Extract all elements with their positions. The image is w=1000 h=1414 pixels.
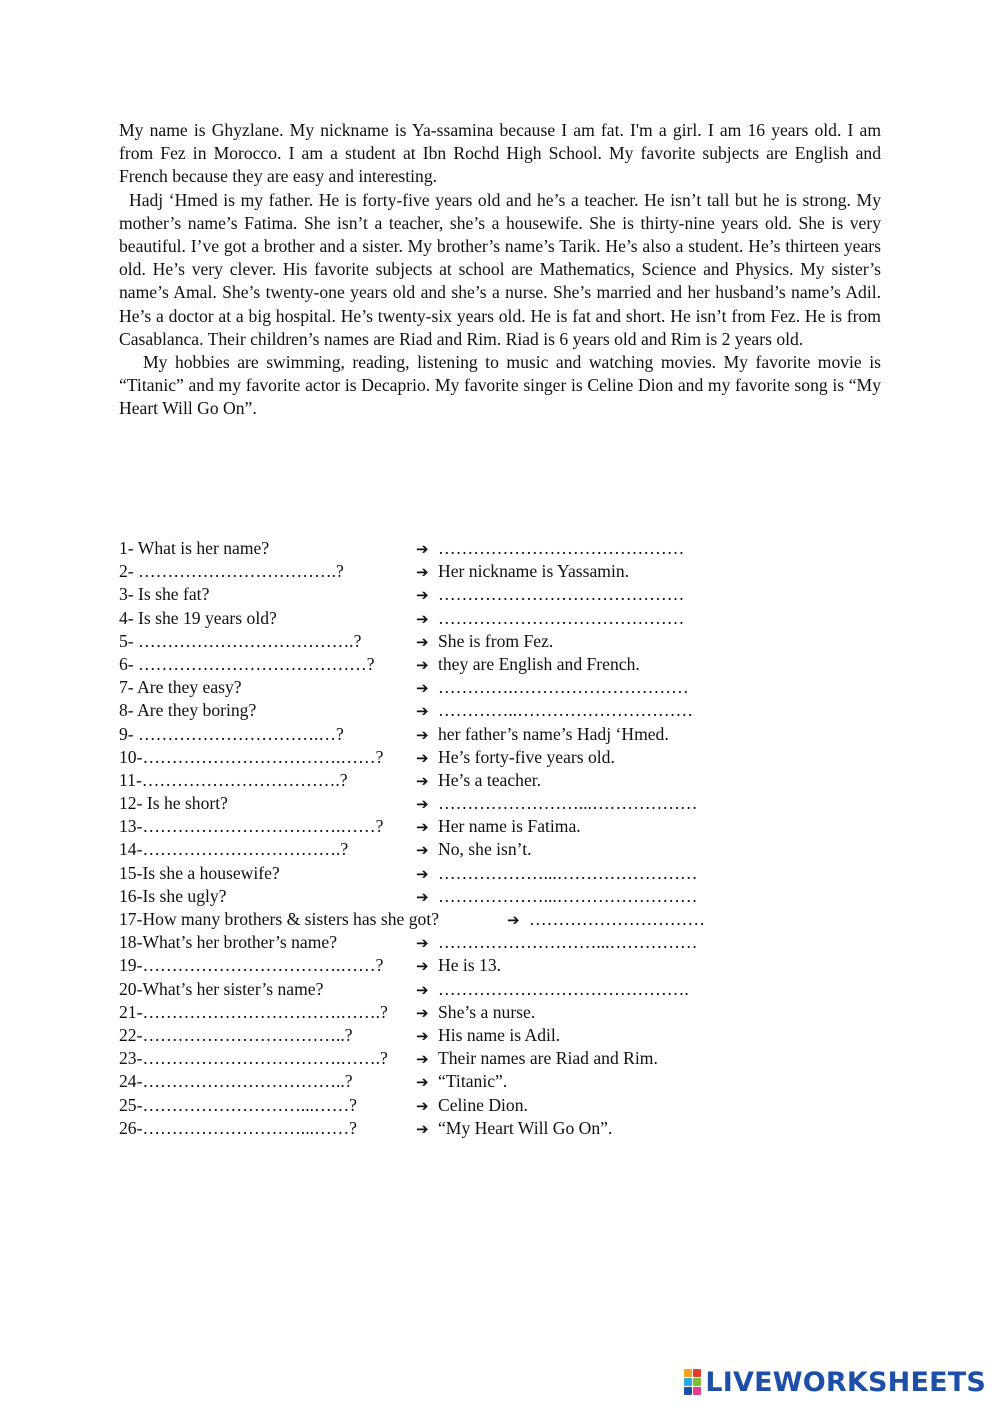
answer-text[interactable]: “My Heart Will Go On”. <box>438 1117 613 1138</box>
answer-cell <box>507 908 705 932</box>
right-arrow-icon: ➔ <box>416 609 429 628</box>
answer-cell <box>416 1001 535 1025</box>
question-row <box>119 1094 759 1117</box>
right-arrow-icon: ➔ <box>416 563 429 582</box>
answer-text[interactable]: “Titanic”. <box>438 1071 508 1092</box>
question-row <box>119 1117 759 1140</box>
answer-text[interactable]: He is 13. <box>438 955 502 976</box>
right-arrow-icon: ➔ <box>416 864 429 883</box>
question-text: 25-………………………...……? <box>119 1094 357 1115</box>
brand-mark-square <box>684 1387 692 1395</box>
answer-cell <box>416 583 684 607</box>
question-row <box>119 769 759 792</box>
passage-paragraph-2: Hadj ‘Hmed is my father. He is forty-five years old and he’s a teacher. He isn’t tall but he is strong. My mother’s name’s Fatima. She isn’t a teacher, she’s a housewife. She is thirty-nine years old. She is very beautiful. I’ve got a brother and a sister. My brother’s name’s Tarik. He’s also a student. He’s thirteen years old. He’s very clever. His favorite subjects at school are Mathematics, Science and Physics. My sister’s name’s Amal. She’s twenty-one years old and she’s a nurse. She’s married and her husband’s name’s Adil. He’s a doctor at a big hospital. He’s twenty-six years old. He is fat and short. He isn’t from Fez. He is from Casablanca. Their children’s names are Riad and Rim. Riad is 6 years old and Rim is 2 years old. <box>119 189 881 349</box>
brand-mark-square <box>693 1387 701 1395</box>
right-arrow-icon: ➔ <box>416 841 429 860</box>
answer-text[interactable]: ………………………… <box>529 909 705 929</box>
question-row <box>119 1047 759 1070</box>
question-text: 26-………………………...……? <box>119 1117 357 1138</box>
question-list <box>119 537 759 1140</box>
answer-text[interactable]: Her nickname is Yassamin. <box>438 561 630 582</box>
question-text: 4- Is she 19 years old? <box>119 607 277 628</box>
answer-cell <box>416 1024 560 1048</box>
right-arrow-icon: ➔ <box>416 632 429 651</box>
question-row <box>119 792 759 815</box>
question-row <box>119 908 759 931</box>
question-row <box>119 1070 759 1093</box>
passage-paragraph-3: My hobbies are swimming, reading, listening to music and watching movies. My favorite movie is “Titanic” and my favorite actor is Decaprio. My favorite singer is Celine Dion and my favorite song is “My Heart Will Go On”. <box>119 352 881 419</box>
question-text: 18-What’s her brother’s name? <box>119 932 338 953</box>
answer-text[interactable]: Celine Dion. <box>438 1094 528 1115</box>
answer-text[interactable]: …………………………………… <box>438 607 685 628</box>
brand-mark-square <box>684 1369 692 1377</box>
question-text: 12- Is he short? <box>119 793 228 814</box>
right-arrow-icon: ➔ <box>416 1119 429 1138</box>
answer-text[interactable]: ……………………………………. <box>438 978 689 999</box>
answer-text[interactable]: No, she isn’t. <box>438 839 532 860</box>
right-arrow-icon: ➔ <box>416 1050 429 1069</box>
question-text: 5- ……………………………….? <box>119 630 362 651</box>
right-arrow-icon: ➔ <box>416 679 429 698</box>
question-text: 8- Are they boring? <box>119 700 257 721</box>
question-row <box>119 862 759 885</box>
answer-cell <box>416 978 689 1002</box>
answer-cell <box>416 862 698 886</box>
right-arrow-icon: ➔ <box>416 887 429 906</box>
right-arrow-icon: ➔ <box>416 540 429 558</box>
question-text: 16-Is she ugly? <box>119 885 227 906</box>
question-row <box>119 1001 759 1024</box>
right-arrow-icon: ➔ <box>416 702 429 721</box>
question-row <box>119 699 759 722</box>
question-text: 11-…………………………….? <box>119 769 348 790</box>
question-text: 14-…………………………….? <box>119 839 349 860</box>
right-arrow-icon: ➔ <box>416 957 429 976</box>
right-arrow-icon: ➔ <box>507 911 520 929</box>
brand-logo <box>684 1364 986 1400</box>
question-text: 15-Is she a housewife? <box>119 862 280 883</box>
answer-text[interactable]: He’s a teacher. <box>438 769 542 790</box>
question-text: 7- Are they easy? <box>119 677 242 698</box>
answer-cell <box>416 792 698 816</box>
question-row <box>119 583 759 606</box>
question-text: 6- …………………………………? <box>119 653 375 674</box>
answer-cell <box>416 815 581 839</box>
answer-cell <box>416 560 629 584</box>
question-text: 19-…………………………….……? <box>119 955 384 976</box>
answer-text[interactable]: …………………………………… <box>438 584 685 605</box>
question-text: 3- Is she fat? <box>119 584 210 605</box>
brand-mark-icon <box>684 1369 701 1395</box>
passage-paragraph-1: My name is Ghyzlane. My nickname is Ya-ssamina because I am fat. I'm a girl. I am 16 years old. I am from Fez in Morocco. I am a student at Ibn Rochd High School. My favorite subjects are English and French because they are easy and interesting. <box>119 120 881 187</box>
question-row <box>119 537 759 560</box>
answer-text[interactable]: ……………………...……………… <box>438 793 698 814</box>
question-text: 23-…………………………….…….? <box>119 1048 388 1069</box>
answer-text[interactable]: She’s a nurse. <box>438 1001 536 1022</box>
answer-cell <box>416 1094 528 1118</box>
question-text: 20-What’s her sister’s name? <box>119 978 324 999</box>
answer-text[interactable]: …………………………………… <box>438 538 685 558</box>
brand-mark-square <box>693 1369 701 1377</box>
answer-text[interactable]: ………………...…………………… <box>438 885 698 906</box>
right-arrow-icon: ➔ <box>416 586 429 605</box>
question-row <box>119 978 759 1001</box>
question-row <box>119 560 759 583</box>
answer-cell <box>416 885 698 909</box>
question-row <box>119 630 759 653</box>
answer-cell <box>416 746 615 770</box>
question-text: 9- ………………………….…? <box>119 723 344 744</box>
right-arrow-icon: ➔ <box>416 934 429 953</box>
answer-cell <box>416 630 553 654</box>
answer-text[interactable]: ………………………...…………… <box>438 932 698 953</box>
question-row <box>119 931 759 954</box>
right-arrow-icon: ➔ <box>416 795 429 814</box>
question-text: 22-……………………………..? <box>119 1024 353 1045</box>
question-text: 24-……………………………..? <box>119 1071 353 1092</box>
answer-text[interactable]: Her name is Fatima. <box>438 816 581 837</box>
answer-cell <box>416 607 684 631</box>
answer-cell <box>416 838 532 862</box>
answer-cell <box>416 769 541 793</box>
question-row <box>119 1024 759 1047</box>
answer-text[interactable]: they are English and French. <box>438 653 640 674</box>
answer-text[interactable]: His name is Adil. <box>438 1024 561 1045</box>
reading-passage <box>119 119 881 421</box>
answer-text[interactable]: ………………...…………………… <box>438 862 698 883</box>
answer-cell <box>416 931 698 955</box>
answer-cell <box>416 954 501 978</box>
question-row <box>119 954 759 977</box>
question-row <box>119 885 759 908</box>
right-arrow-icon: ➔ <box>416 980 429 999</box>
question-text: 2- …………………………….? <box>119 561 344 582</box>
answer-text[interactable]: …………..………………………… <box>438 700 694 721</box>
right-arrow-icon: ➔ <box>416 655 429 674</box>
answer-text[interactable]: She is from Fez. <box>438 630 554 651</box>
question-text: 10-…………………………….……? <box>119 746 384 767</box>
answer-cell <box>416 1070 507 1094</box>
right-arrow-icon: ➔ <box>416 771 429 790</box>
brand-name: LIVEWORKSHEETS <box>705 1366 986 1398</box>
question-text: 13-…………………………….……? <box>119 816 384 837</box>
right-arrow-icon: ➔ <box>416 725 429 744</box>
answer-cell <box>416 1047 658 1071</box>
question-text: 21-…………………………….…….? <box>119 1001 388 1022</box>
question-text: 1- What is her name? <box>119 538 270 558</box>
right-arrow-icon: ➔ <box>416 1003 429 1022</box>
right-arrow-icon: ➔ <box>416 1026 429 1045</box>
answer-text[interactable]: Their names are Riad and Rim. <box>438 1048 658 1069</box>
brand-mark-square <box>693 1378 701 1386</box>
answer-cell <box>416 537 684 561</box>
brand-mark-square <box>684 1378 692 1386</box>
right-arrow-icon: ➔ <box>416 748 429 767</box>
answer-cell <box>416 699 693 723</box>
question-row <box>119 746 759 769</box>
right-arrow-icon: ➔ <box>416 1073 429 1092</box>
question-row <box>119 838 759 861</box>
right-arrow-icon: ➔ <box>416 818 429 837</box>
question-row <box>119 676 759 699</box>
answer-text[interactable]: He’s forty-five years old. <box>438 746 615 767</box>
question-row <box>119 607 759 630</box>
answer-text[interactable]: her father’s name’s Hadj ‘Hmed. <box>438 723 669 744</box>
answer-cell <box>416 676 689 700</box>
question-row <box>119 815 759 838</box>
right-arrow-icon: ➔ <box>416 1096 429 1115</box>
question-row <box>119 723 759 746</box>
question-text: 17-How many brothers & sisters has she got? <box>119 909 440 929</box>
answer-cell <box>416 1117 612 1141</box>
answer-cell <box>416 723 669 747</box>
answer-text[interactable]: ………….………………………… <box>438 677 689 698</box>
answer-cell <box>416 653 640 677</box>
question-row <box>119 653 759 676</box>
